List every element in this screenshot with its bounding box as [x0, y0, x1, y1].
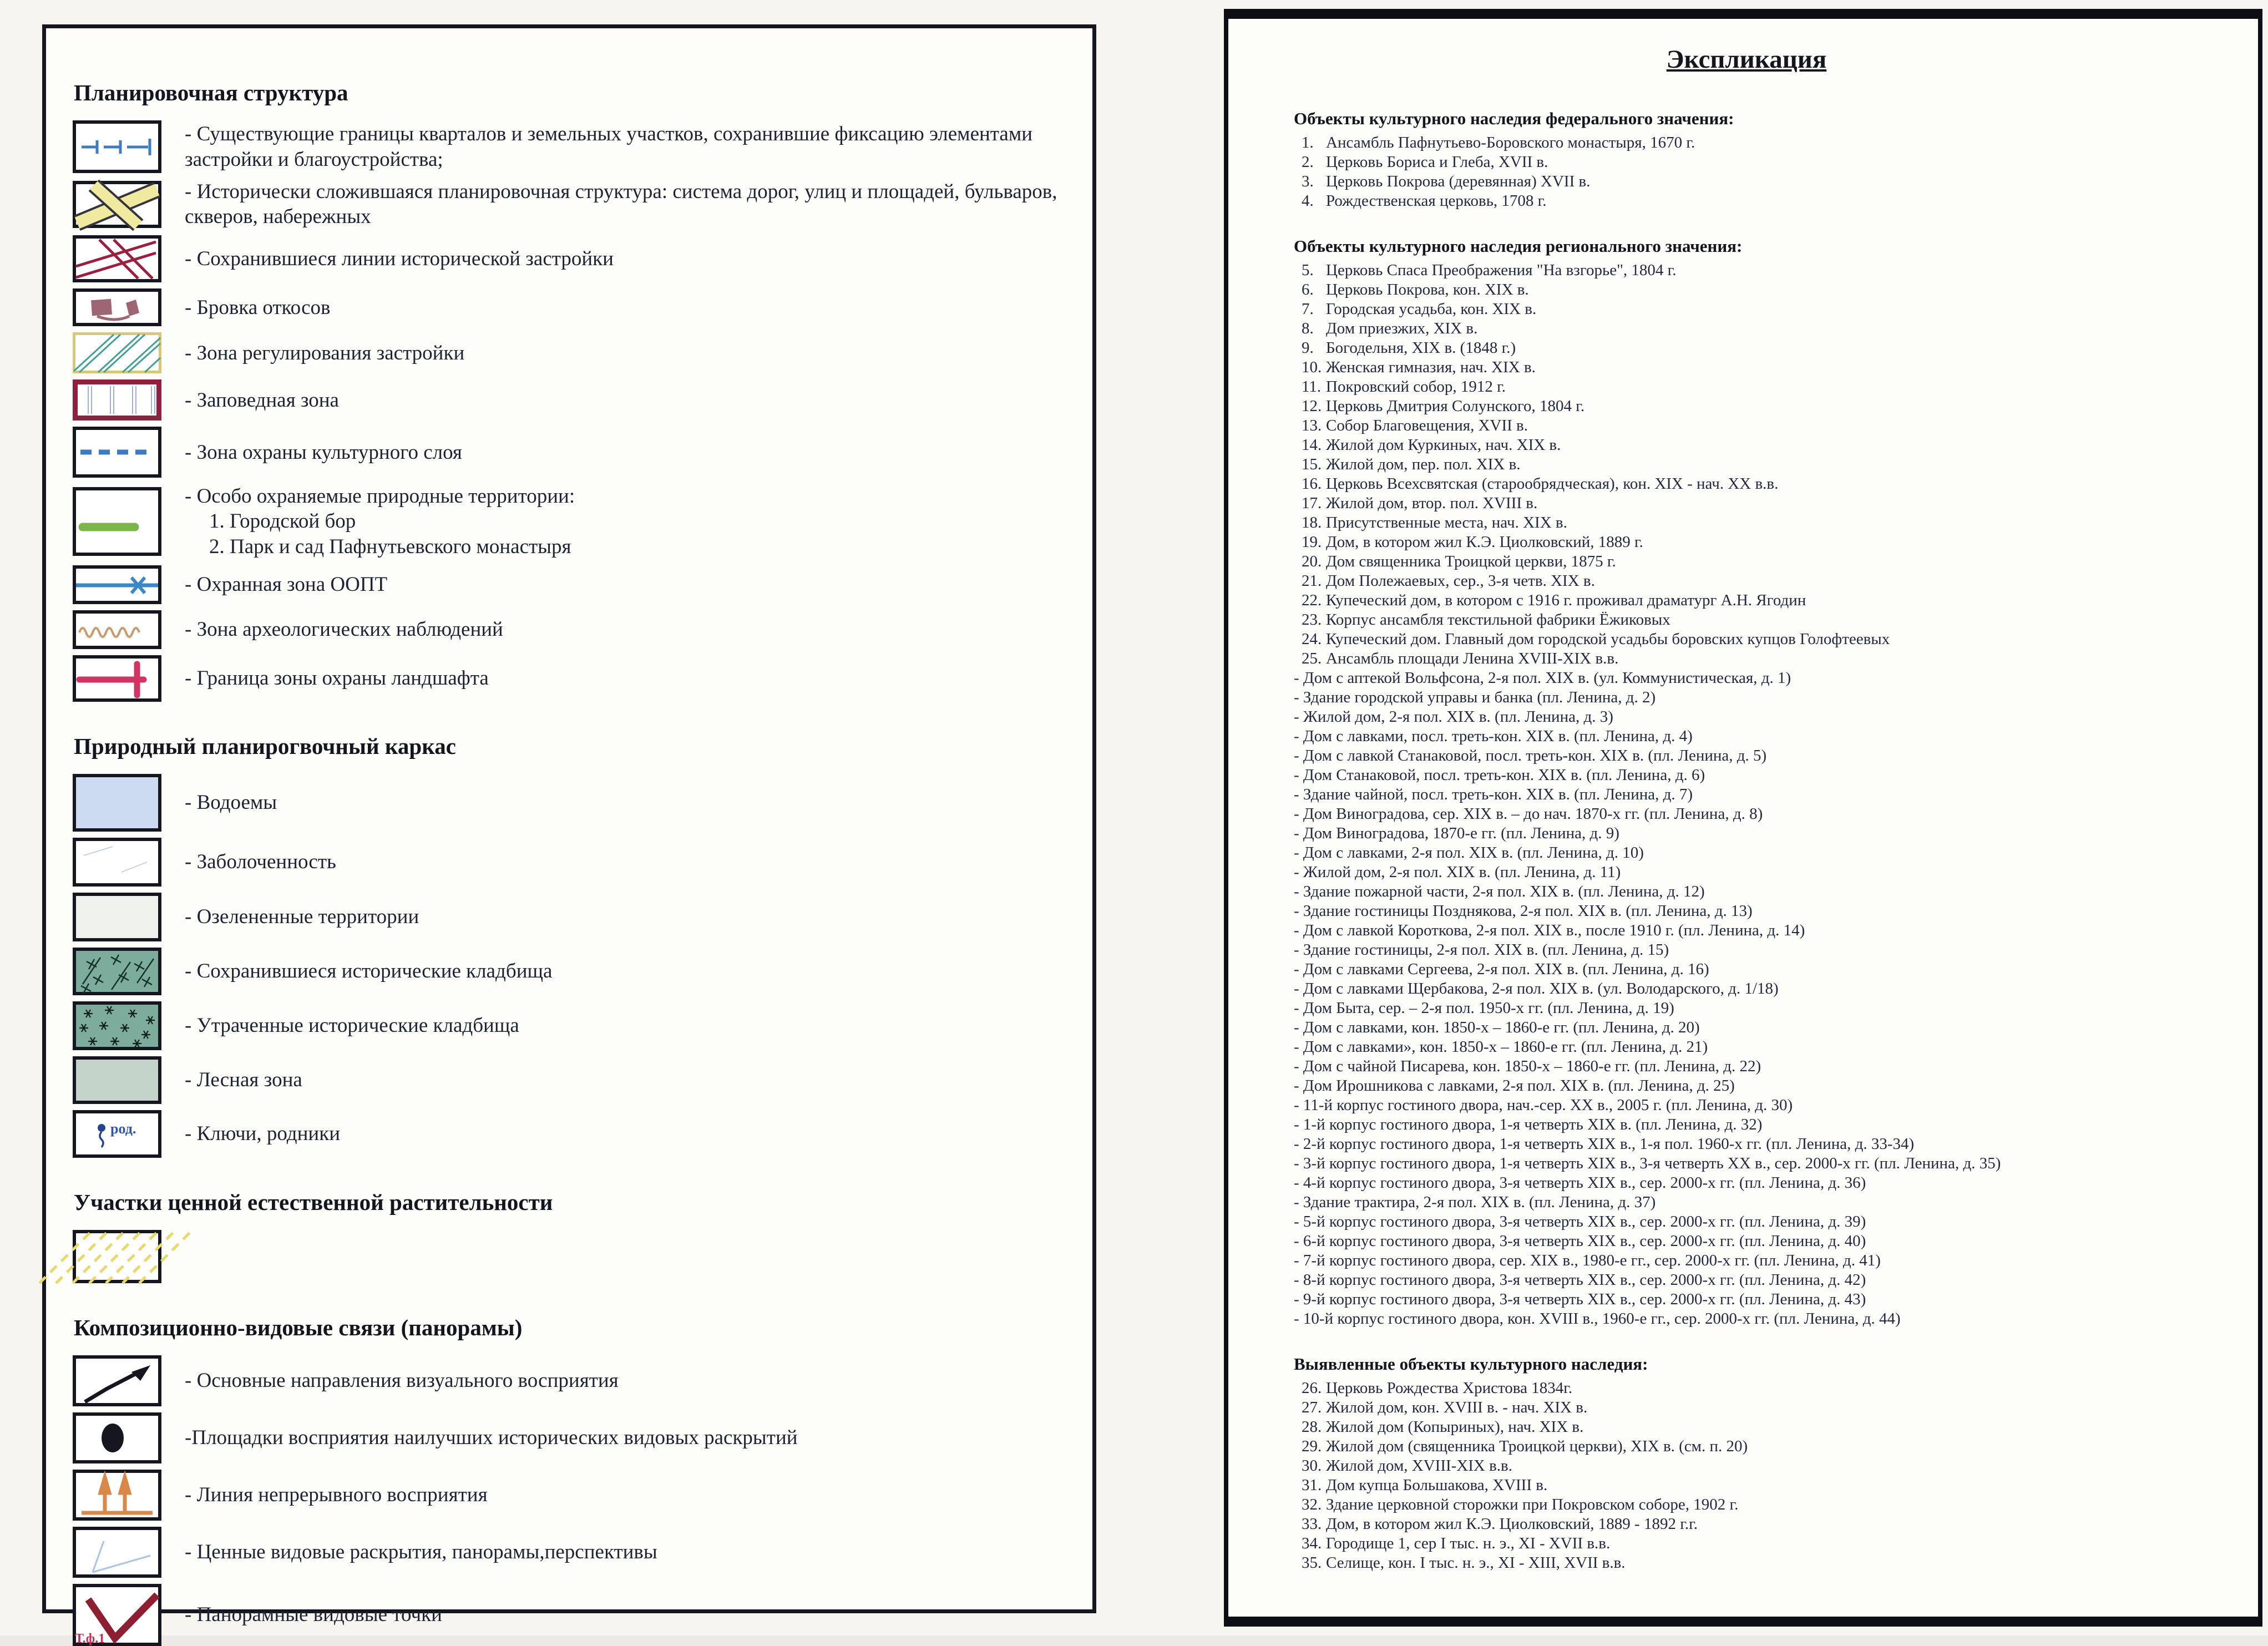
list-item-number: 8.	[1302, 320, 1314, 337]
legend-row	[73, 1230, 1059, 1283]
building-regulation-zone-icon	[73, 332, 161, 373]
explication-list-item	[1294, 1270, 2221, 1290]
explication-list-item	[1294, 494, 2221, 513]
list-item-text: - 1-й корпус гостиного двора, 1-я четверть XIX в. (пл. Ленина, д. 32)	[1294, 1116, 1763, 1133]
list-item-text: - Здание чайной, посл. треть-кон. XIX в. (пл. Ленина, д. 7)	[1294, 786, 1693, 803]
explication-list-item	[1294, 1534, 2221, 1553]
list-item-text: Дом Полежаевых, сер., 3-я четв. XIX в.	[1326, 572, 1595, 590]
explication-list-item	[1294, 921, 2221, 940]
explication-list-item	[1294, 1398, 2221, 1417]
explication-list-item	[1294, 533, 2221, 552]
list-item-number: 34.	[1302, 1534, 1322, 1552]
legend-row	[73, 235, 1059, 282]
list-item-text: - Дом с лавкой Короткова, 2-я пол. XIX в., после 1910 г. (пл. Ленина, д. 14)	[1294, 921, 1805, 939]
list-item-text: Городище 1, сер I тыс. н. э., XI - XVII в.в.	[1326, 1534, 1611, 1552]
explication-list-item	[1294, 261, 2221, 280]
list-item-text: - Жилой дом, 2-я пол. XIX в. (пл. Ленина, д. 11)	[1294, 863, 1621, 881]
list-item-number: 33.	[1302, 1515, 1322, 1533]
svg-text:Т.ф.1: Т.ф.1	[75, 1631, 105, 1646]
list-item-text: Присутственные места, нач. XIX в.	[1326, 514, 1567, 531]
lost-cemeteries-icon	[73, 1001, 161, 1050]
explication-list-item	[1294, 1076, 2221, 1096]
legend-item-label: - Заболоченность	[185, 850, 336, 874]
explication-list-item	[1294, 824, 2221, 843]
legend-item-label: - Озелененные территории	[185, 905, 419, 929]
list-item-text: Церковь Спаса Преображения "На взгорье", 1804 г.	[1326, 261, 1677, 279]
list-item-number: 30.	[1302, 1457, 1322, 1475]
list-item-text: - 10-й корпус гостиного двора, кон. XVIII в., 1960-е гг., сер. 2000-х гг. (пл. Ленина, д. 44)	[1294, 1310, 1901, 1328]
list-item-text: Селище, кон. I тыс. н. э., XI - XIII, XVII в.в.	[1326, 1554, 1626, 1572]
legend-item-label: - Зона регулирования застройки	[185, 341, 465, 364]
explication-list-item	[1294, 901, 2221, 921]
explication-list-item	[1294, 513, 2221, 533]
explication-list-item	[1294, 979, 2221, 999]
list-item-text: Купеческий дом. Главный дом городской усадьбы боровских купцов Голофтеевых	[1326, 630, 1890, 648]
oopt-buffer-zone-icon	[73, 565, 161, 604]
explication-list-item	[1294, 172, 2221, 191]
legend-item-label: - Водоемы	[185, 791, 277, 814]
explication-list-item	[1294, 1232, 2221, 1251]
explication-list-item	[1294, 435, 2221, 455]
list-item-number: 32.	[1302, 1496, 1322, 1513]
legend-row	[73, 610, 1059, 649]
list-item-text: - Дом Ирошникова с лавками, 2-я пол. XIX в. (пл. Ленина, д. 25)	[1294, 1077, 1735, 1095]
explication-list-item	[1294, 1251, 2221, 1270]
list-item-text: - 3-й корпус гостиного двора, 1-я четверть XIX в., 3-я четверть XX в., сер. 2000-х гг. (пл. Ленина, д. 35)	[1294, 1154, 2001, 1172]
explication-sections	[1294, 108, 2221, 1573]
list-item-text: - Дом с лавками Сергеева, 2-я пол. XIX в. (пл. Ленина, д. 16)	[1294, 960, 1709, 978]
list-item-number: 16.	[1302, 475, 1322, 493]
explication-list-item	[1294, 153, 2221, 172]
legend-panel	[42, 24, 1096, 1646]
explication-list-item	[1294, 571, 2221, 591]
list-item-number: 19.	[1302, 533, 1322, 551]
explication-list-item	[1294, 960, 2221, 979]
list-item-number: 11.	[1302, 378, 1322, 396]
legend-item-subline: 1. Городской бор	[209, 510, 356, 533]
explication-list-item	[1294, 1495, 2221, 1515]
explication-list-item	[1294, 455, 2221, 474]
list-item-number: 17.	[1302, 494, 1322, 512]
list-item-text: - 4-й корпус гостиного двора, 3-я четверть XIX в., сер. 2000-х гг. (пл. Ленина, д. 36)	[1294, 1174, 1866, 1192]
archaeological-zone-icon	[73, 610, 161, 649]
explication-list-item	[1294, 649, 2221, 668]
list-item-text: - Дом с лавками, посл. треть-кон. XIX в. (пл. Ленина, д. 4)	[1294, 727, 1693, 745]
legend-row	[73, 379, 1059, 421]
explication-list-item	[1294, 300, 2221, 319]
list-item-number: 31.	[1302, 1476, 1322, 1494]
list-item-text: - 11-й корпус гостиного двора, нач.-сер. XX в., 2005 г. (пл. Ленина, д. 30)	[1294, 1096, 1793, 1114]
list-item-number: 4.	[1302, 192, 1314, 210]
legend-item-label: - Зона охраны культурного слоя	[185, 440, 462, 464]
explication-list-item	[1294, 1417, 2221, 1437]
legend-row	[73, 179, 1059, 229]
explication-list-item	[1294, 1515, 2221, 1534]
explication-list-item	[1294, 940, 2221, 960]
list-item-text: - Дом Быта, сер. – 2-я пол. 1950-х гг. (пл. Ленина, д. 19)	[1294, 999, 1674, 1017]
explication-title: Экспликация	[1666, 45, 1827, 74]
explication-list-item	[1294, 474, 2221, 494]
legend-item-label: - Утраченные исторические кладбища	[185, 1014, 519, 1037]
panoramic-points-icon	[73, 1584, 161, 1646]
explication-list-item	[1294, 630, 2221, 649]
list-item-number: 21.	[1302, 572, 1322, 590]
explication-list-item	[1294, 863, 2221, 882]
list-item-text: Дом, в котором жил К.Э. Циолковский, 1889 - 1892 г.г.	[1326, 1515, 1698, 1533]
list-item-text: - Дом с аптекой Вольфсона, 2-я пол. XIX в. (ул. Коммунистическая, д. 1)	[1294, 669, 1791, 687]
legend-row	[73, 655, 1059, 702]
legend-row	[73, 332, 1059, 373]
explication-list-item	[1294, 766, 2221, 785]
legend-row	[73, 774, 1059, 832]
legend-item-label: - Заповедная зона	[185, 388, 339, 412]
list-item-text: Собор Благовещения, XVII в.	[1326, 417, 1528, 434]
list-item-text: Корпус ансамбля текстильной фабрики Ёжиковых	[1326, 611, 1670, 629]
list-item-text: Жилой дом, пер. пол. XIX в.	[1326, 455, 1521, 473]
list-item-number: 3.	[1302, 173, 1314, 190]
swampiness-icon	[73, 838, 161, 887]
legend-row	[73, 1527, 1059, 1578]
list-item-text: - Дом Виноградова, 1870-е гг. (пл. Ленина, д. 9)	[1294, 824, 1619, 842]
list-item-number: 13.	[1302, 417, 1322, 434]
explication-list-item	[1294, 1290, 2221, 1309]
explication-list-item	[1294, 358, 2221, 377]
explication-list-item	[1294, 1018, 2221, 1037]
list-item-number: 14.	[1302, 436, 1322, 454]
list-item-number: 28.	[1302, 1418, 1322, 1436]
explication-list-item	[1294, 746, 2221, 766]
explication-list-item	[1294, 785, 2221, 804]
list-item-text: - Дом с лавкой Станаковой, посл. треть-кон. XIX в. (пл. Ленина, д. 5)	[1294, 747, 1767, 764]
list-item-text: - 7-й корпус гостиного двора, сер. XIX в., 1980-е гг., сер. 2000-х гг. (пл. Ленина, д. 41)	[1294, 1252, 1881, 1269]
legend-item-label: - Ключи, родники	[185, 1122, 340, 1146]
list-item-number: 29.	[1302, 1437, 1322, 1455]
list-item-text: Церковь Всехсвятская (старообрядческая), кон. XIX - нач. XX в.в.	[1326, 475, 1779, 493]
legend-item-label: - Панорамные видовые точки	[185, 1603, 442, 1627]
list-item-text: - Жилой дом, 2-я пол. XIX в. (пл. Ленина, д. 3)	[1294, 708, 1613, 726]
explication-list-item	[1294, 416, 2221, 435]
historic-planning-icon	[73, 181, 161, 228]
list-item-text: - Дом с лавками, 2-я пол. XIX в. (пл. Ленина, д. 10)	[1294, 844, 1644, 862]
legend-item-label: - Особо охраняемые природные территории: 1. Городской бор 2. Парк и сад Пафнутьевского монастыря	[185, 484, 575, 559]
explication-list-item	[1294, 1476, 2221, 1495]
explication-list-item	[1294, 397, 2221, 416]
list-item-text: Купеческий дом, в котором с 1916 г. проживал драматург А.Н. Ягодин	[1326, 591, 1806, 609]
explication-panel	[1224, 9, 2262, 1627]
list-item-text: Покровский собор, 1912 г.	[1326, 378, 1506, 396]
legend-row	[73, 484, 1059, 559]
cultural-layer-zone-icon	[73, 427, 161, 478]
list-item-text: Жилой дом, XVIII-XIX в.в.	[1326, 1457, 1512, 1475]
list-item-text: Дом купца Большакова, XVIII в.	[1326, 1476, 1548, 1494]
legend-item-label: - Охранная зона ООПТ	[185, 573, 388, 596]
legend-item-label: - Бровка откосов	[185, 296, 331, 319]
list-item-text: Церковь Дмитрия Солунского, 1804 г.	[1326, 397, 1585, 415]
list-item-text: Женская гимназия, нач. XIX в.	[1326, 358, 1536, 376]
list-item-text: - Дом Виноградова, сер. XIX в. – до нач. 1870-х гг. (пл. Ленина, д. 8)	[1294, 805, 1763, 823]
legend-row	[73, 838, 1059, 887]
explication-list-item	[1294, 591, 2221, 610]
continuous-perception-line-icon	[73, 1470, 161, 1521]
explication-list-item	[1294, 1135, 2221, 1154]
slope-edge-icon	[73, 288, 161, 326]
list-item-text: - 8-й корпус гостиного двора, 3-я четверть XIX в., сер. 2000-х гг. (пл. Ленина, д. 42)	[1294, 1271, 1866, 1289]
explication-list-item	[1294, 1096, 2221, 1115]
list-item-text: - Дом с лавками Щербакова, 2-я пол. XIX в. (ул. Володарского, д. 1/18)	[1294, 980, 1779, 997]
list-item-text: Жилой дом (Копыриных), нач. XIX в.	[1326, 1418, 1584, 1436]
list-item-text: - Здание трактира, 2-я пол. XIX в. (пл. Ленина, д. 37)	[1294, 1193, 1656, 1211]
legend-item-label: - Основные направления визуального восприятия	[185, 1369, 619, 1392]
list-item-number: 5.	[1302, 261, 1314, 279]
list-item-text: Рождественская церковь, 1708 г.	[1326, 192, 1547, 210]
list-item-text: - Здание гостиницы, 2-я пол. XIX в. (пл. Ленина, д. 15)	[1294, 941, 1669, 959]
legend-row	[73, 427, 1059, 478]
list-item-number: 22.	[1302, 591, 1322, 609]
greened-territories-icon	[73, 893, 161, 941]
legend-item-label: - Сохранившиеся линии исторической застройки	[185, 247, 614, 271]
legend-item-label: -Площадки восприятия наилучших исторических видовых раскрытий	[185, 1426, 798, 1450]
legend-row	[73, 1584, 1059, 1646]
springs-icon	[73, 1110, 161, 1158]
list-item-text: - Дом Станаковой, посл. треть-кон. XIX в. (пл. Ленина, д. 6)	[1294, 766, 1705, 784]
list-item-text: Здание церковной сторожки при Покровском соборе, 1902 г.	[1326, 1496, 1739, 1513]
explication-list-item	[1294, 1037, 2221, 1057]
legend-item-label: - Исторически сложившаяся планировочная структура: система дорог, улиц и площадей, бульваров, скверов, набережных	[185, 180, 1057, 229]
explication-list-item	[1294, 668, 2221, 688]
explication-list-item	[1294, 552, 2221, 571]
explication-list-item	[1294, 1115, 2221, 1135]
legend-row	[73, 1056, 1059, 1104]
water-bodies-icon	[73, 774, 161, 832]
list-item-number: 9.	[1302, 339, 1314, 357]
legend-row	[73, 565, 1059, 604]
legend-row	[73, 1001, 1059, 1050]
list-item-text: Дом приезжих, XIX в.	[1326, 320, 1478, 337]
landscape-protection-border-icon	[73, 655, 161, 702]
list-item-number: 18.	[1302, 514, 1322, 531]
list-item-text: - 2-й корпус гостиного двора, 1-я четверть XIX в., 1-я пол. 1960-х гг. (пл. Ленина, д. 33-34)	[1294, 1135, 1915, 1153]
legend-row	[73, 948, 1059, 995]
explication-list-item	[1294, 610, 2221, 630]
legend-item-label: - Ценные видовые раскрытия, панорамы,перспективы	[185, 1541, 657, 1564]
legend-section-title: Планировочная структура	[74, 80, 348, 105]
list-item-number: 27.	[1302, 1399, 1322, 1416]
list-item-text: - Здание городской управы и банка (пл. Ленина, д. 2)	[1294, 688, 1656, 706]
list-item-text: Церковь Покрова, кон. XIX в.	[1326, 281, 1529, 298]
preserved-building-lines-icon	[73, 235, 161, 282]
list-item-text: Жилой дом, кон. XVIII в. - нач. XIX в.	[1326, 1399, 1588, 1416]
list-item-number: 7.	[1302, 300, 1314, 318]
explication-list-item	[1294, 1437, 2221, 1456]
explication-list-item	[1294, 727, 2221, 746]
explication-list-item	[1294, 999, 2221, 1018]
forest-zone-icon	[73, 1056, 161, 1104]
list-item-text: - Здание пожарной части, 2-я пол. XIX в. (пл. Ленина, д. 12)	[1294, 883, 1705, 900]
list-item-text: - 9-й корпус гостиного двора, 3-я четверть XIX в., сер. 2000-х гг. (пл. Ленина, д. 43)	[1294, 1290, 1866, 1308]
quarter-borders-icon	[73, 120, 161, 173]
list-item-number: 1.	[1302, 134, 1314, 151]
list-item-text: - Дом с лавками, кон. 1850-х – 1860-е гг. (пл. Ленина, д. 20)	[1294, 1019, 1700, 1036]
explication-list-item	[1294, 319, 2221, 338]
legend-row	[73, 1470, 1059, 1521]
explication-list-item	[1294, 707, 2221, 727]
list-item-text: - Дом с лавками», кон. 1850-х – 1860-е гг. (пл. Ленина, д. 21)	[1294, 1038, 1708, 1056]
list-item-text: Ансамбль площади Ленина XVIII-XIX в.в.	[1326, 650, 1619, 667]
explication-list-item	[1294, 191, 2221, 211]
explication-list-item	[1294, 1309, 2221, 1329]
list-item-text: Ансамбль Пафнутьево-Боровского монастыря, 1670 г.	[1326, 134, 1695, 151]
svg-text:род.: род.	[110, 1120, 136, 1137]
valuable-vegetation-icon	[73, 1230, 161, 1283]
list-item-number: 20.	[1302, 553, 1322, 570]
legend-section-title: Природный планирогвочный каркас	[74, 733, 456, 759]
list-item-text: Городская усадьба, кон. XIX в.	[1326, 300, 1537, 318]
explication-list-item	[1294, 280, 2221, 300]
view-directions-icon	[73, 1355, 161, 1406]
list-item-number: 15.	[1302, 455, 1322, 473]
valuable-views-icon	[73, 1527, 161, 1578]
list-item-number: 12.	[1302, 397, 1322, 415]
explication-list-item	[1294, 133, 2221, 153]
legend-item-label: - Сохранившиеся исторические кладбища	[185, 960, 553, 983]
explication-list-item	[1294, 338, 2221, 358]
list-item-text: - Здание гостиницы Позднякова, 2-я пол. XIX в. (пл. Ленина, д. 13)	[1294, 902, 1753, 920]
list-item-number: 23.	[1302, 611, 1322, 629]
list-item-text: - 6-й корпус гостиного двора, 3-я четверть XIX в., сер. 2000-х гг. (пл. Ленина, д. 40)	[1294, 1232, 1866, 1250]
legend-row	[73, 288, 1059, 326]
list-item-text: Церковь Покрова (деревянная) XVII в.	[1326, 173, 1591, 190]
legend-row	[73, 1110, 1059, 1158]
explication-list-item	[1294, 377, 2221, 397]
list-item-text: Дом священника Троицкой церкви, 1875 г.	[1326, 553, 1616, 570]
list-item-text: Церковь Бориса и Глеба, XVII в.	[1326, 153, 1548, 171]
legend-section-title: Композиционно-видовые связи (панорамы)	[74, 1314, 523, 1340]
legend-item-label: - Существующие границы кварталов и земельных участков, сохранившие фиксацию элементами застройки и благоустройства;	[185, 123, 1033, 171]
list-item-text: - Дом с чайной Писарева, кон. 1850-х – 1860-е гг. (пл. Ленина, д. 22)	[1294, 1057, 1761, 1075]
list-item-text: Жилой дом, втор. пол. XVIII в.	[1326, 494, 1538, 512]
explication-list-item	[1294, 1193, 2221, 1212]
explication-list-item	[1294, 882, 2221, 901]
legend-row	[73, 120, 1059, 173]
list-item-number: 2.	[1302, 153, 1314, 171]
explication-list-item	[1294, 1553, 2221, 1573]
list-item-number: 24.	[1302, 630, 1322, 648]
legend-item-label: - Граница зоны охраны ландшафта	[185, 667, 489, 690]
legend-item-label: - Линия непрерывного восприятия	[185, 1483, 488, 1507]
legend-item-label: - Лесная зона	[185, 1068, 302, 1092]
explication-list-item	[1294, 1154, 2221, 1173]
explication-list-item	[1294, 1212, 2221, 1232]
legend-section-title: Участки ценной естественной растительности	[74, 1189, 553, 1215]
legend-row	[73, 1355, 1059, 1406]
explication-section-header: Объекты культурного наследия регионального значения:	[1294, 236, 1743, 256]
explication-list-item	[1294, 688, 2221, 707]
legend-item-label: - Зона археологических наблюдений	[185, 618, 503, 641]
explication-list-item	[1294, 1173, 2221, 1193]
list-item-text: Церковь Рождества Христова 1834г.	[1326, 1379, 1573, 1397]
explication-list-item	[1294, 843, 2221, 863]
list-item-text: - 5-й корпус гостиного двора, 3-я четверть XIX в., сер. 2000-х гг. (пл. Ленина, д. 39)	[1294, 1213, 1866, 1230]
list-item-number: 25.	[1302, 650, 1322, 667]
list-item-text: Дом, в котором жил К.Э. Циолковский, 1889 г.	[1326, 533, 1643, 551]
legend-item-subline: 2. Парк и сад Пафнутьевского монастыря	[209, 535, 571, 558]
list-item-number: 26.	[1302, 1379, 1322, 1397]
list-item-text: Жилой дом Куркиных, нач. XIX в.	[1326, 436, 1561, 454]
explication-list-item	[1294, 1456, 2221, 1476]
explication-list-item	[1294, 1057, 2221, 1076]
reserved-zone-icon	[73, 379, 161, 421]
list-item-number: 10.	[1302, 358, 1322, 376]
protected-nature-territories-icon	[73, 487, 161, 556]
explication-section-header: Объекты культурного наследия федерального значения:	[1294, 109, 1734, 128]
explication-list-item	[1294, 804, 2221, 824]
list-item-text: Жилой дом (священника Троицкой церкви), XIX в. (см. п. 20)	[1326, 1437, 1748, 1455]
list-item-number: 6.	[1302, 281, 1314, 298]
explication-list-item	[1294, 1379, 2221, 1398]
legend-row	[73, 1412, 1059, 1463]
list-item-text: Богодельня, XIX в. (1848 г.)	[1326, 339, 1516, 357]
explication-section-header: Выявленные объекты культурного наследия:	[1294, 1354, 1648, 1374]
legend-row	[73, 893, 1059, 941]
list-item-number: 35.	[1302, 1554, 1322, 1572]
perception-areas-icon	[73, 1412, 161, 1463]
preserved-cemeteries-icon	[73, 948, 161, 995]
